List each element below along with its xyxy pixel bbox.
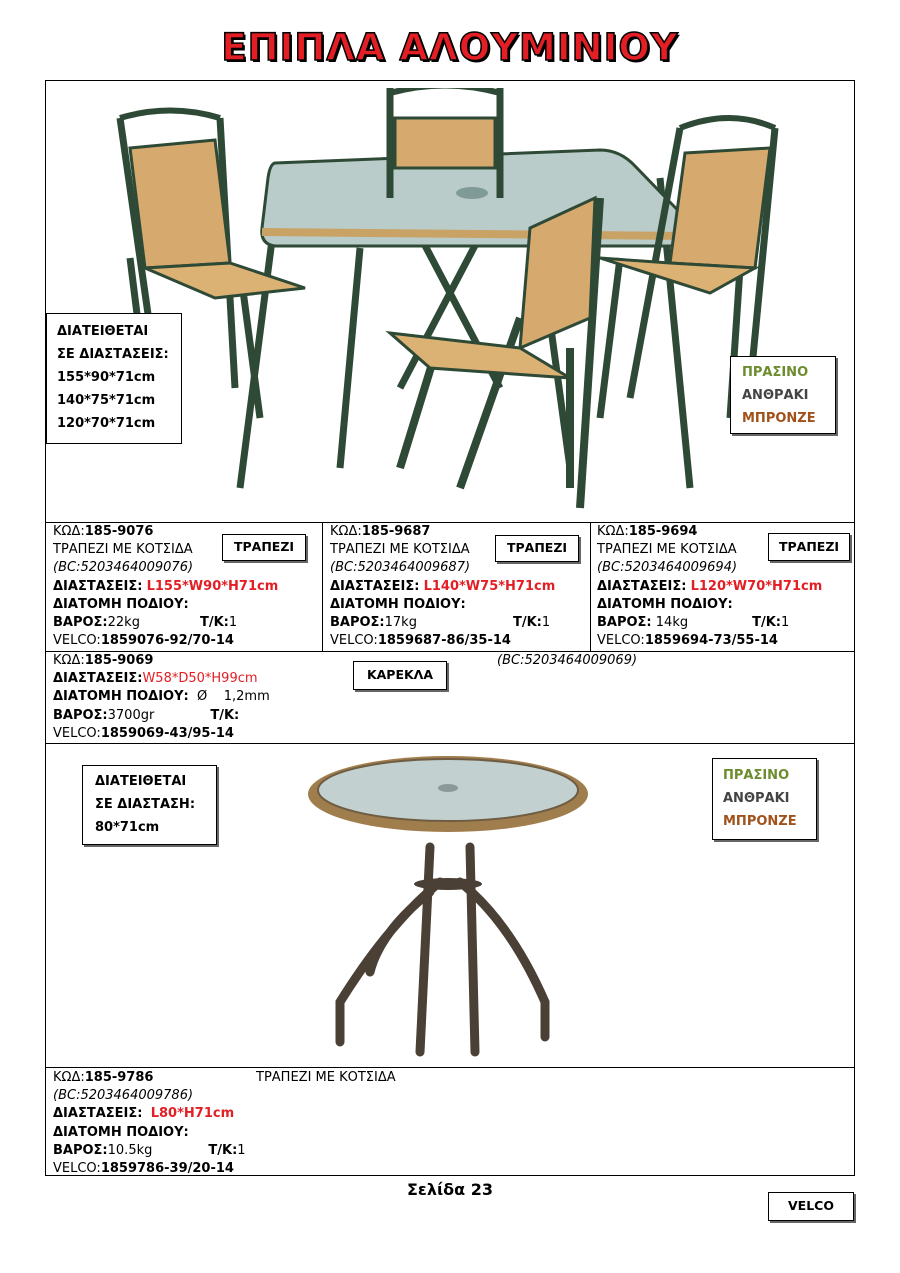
product-code: 185-9076 (84, 524, 154, 539)
product-code: 185-9687 (361, 524, 431, 539)
velco-code: 1859786-39/20-14 (100, 1161, 234, 1177)
barcode: (BC:5203464009069) (497, 653, 638, 668)
color-anthracite: ΑΝΘΡΑΚΙ (742, 388, 809, 403)
weight: 10.5kg (107, 1142, 153, 1158)
size-line1: ΔΙΑΤΕΙΘΕΤΑΙ (95, 774, 187, 789)
table-illustration (240, 150, 696, 488)
product-code: 185-9694 (628, 524, 698, 539)
round-product-info: ΚΩΔ:185-9786 (BC:5203464009786) ΔΙΑΣΤΑΣΕΙΣ: L80*H71cm ΔΙΑΤΟΜΗ ΠΟΔΙΟΥ: ΒΑΡΟΣ:10.5kg Τ/Κ:1 VELCO:1859786-39/20-14 (53, 1070, 246, 1177)
barcode: (BC:5203464009687) (330, 560, 471, 576)
velco-code: 1859076-92/70-14 (100, 633, 234, 649)
product-name: ΤΡΑΠΕΖΙ ΜΕ ΚΟΤΣΙΔΑ (256, 1070, 396, 1085)
category-tag: ΤΡΑΠΕΖΙ (222, 534, 306, 561)
dimensions: L120*W70*H71cm (690, 578, 823, 594)
category-tag: ΤΡΑΠΕΖΙ (495, 535, 579, 562)
color-green: ΠΡΑΣΙΝΟ (723, 768, 790, 783)
sizes-line2: ΣΕ ΔΙΑΣΤΑΣΕΙΣ: (57, 347, 169, 362)
product-code: 185-9069 (84, 653, 154, 668)
divider (46, 743, 854, 744)
product-name: ΤΡΑΠΕΖΙ ΜΕ ΚΟΤΣΙΔΑ (597, 542, 737, 558)
tk: 1 (781, 615, 790, 631)
product-code: 185-9786 (84, 1070, 154, 1085)
product-name: ΤΡΑΠΕΖΙ ΜΕ ΚΟΤΣΙΔΑ (330, 542, 470, 558)
velco-code: 1859687-86/35-14 (377, 633, 511, 649)
barcode: (BC:5203464009694) (597, 560, 738, 576)
weight: 22kg (107, 615, 140, 631)
weight: 17kg (384, 615, 417, 631)
size-option: 155*90*71cm (57, 370, 156, 385)
size-option: 140*75*71cm (57, 393, 156, 408)
color-anthracite: ΑΝΘΡΑΚΙ (723, 791, 790, 806)
dimensions: L80*H71cm (150, 1106, 235, 1122)
weight: 3700gr (107, 707, 155, 723)
color-bronze: ΜΠΡΟΝΖΕ (723, 814, 797, 829)
divider (590, 522, 591, 651)
dimensions: L155*W90*H71cm (146, 578, 279, 594)
dimensions: W58*D50*H99cm (142, 671, 258, 687)
barcode: (BC:5203464009786) (53, 1088, 194, 1104)
product-name: ΤΡΑΠΕΖΙ ΜΕ ΚΟΤΣΙΔΑ (53, 542, 193, 558)
page-title: ΕΠΙΠΛΑ ΑΛΟΥΜΙΝΙΟΥ (221, 26, 679, 69)
divider (322, 522, 323, 651)
velco-code: 1859694-73/55-14 (644, 633, 778, 649)
product-info: ΚΩΔ:185-9076 ΤΡΑΠΕΖΙ ΜΕ ΚΟΤΣΙΔΑ (BC:5203464009076) ΔΙΑΣΤΑΣΕΙΣ: L155*W90*H71cm ΔΙΑΤΟΜΗ ΠΟΔΙΟΥ: ΒΑΡΟΣ:22kg Τ/Κ:1 VELCO:1859076-92/70-14 (53, 524, 279, 649)
dimensions: L140*W75*H71cm (423, 578, 556, 594)
velco-code: 1859069-43/95-14 (100, 725, 234, 741)
tk: 1 (237, 1142, 246, 1158)
color-green: ΠΡΑΣΙΝΟ (742, 365, 809, 380)
chair-info: ΚΩΔ:185-9069 ΔΙΑΣΤΑΣΕΙΣ:W58*D50*H99cm ΔΙΑΤΟΜΗ ΠΟΔΙΟΥ: Ø 1,2mm ΒΑΡΟΣ:3700gr Τ/Κ: VELCO:1859069-43/95-14 (53, 653, 270, 741)
category-tag: ΚΑΡΕΚΛΑ (353, 661, 447, 690)
product-info: ΚΩΔ:185-9687 ΤΡΑΠΕΖΙ ΜΕ ΚΟΤΣΙΔΑ (BC:5203464009687) ΔΙΑΣΤΑΣΕΙΣ: L140*W75*H71cm ΔΙΑΤΟΜΗ ΠΟΔΙΟΥ: ΒΑΡΟΣ:17kg Τ/Κ:1 VELCO:1859687-86/35-14 (330, 524, 556, 649)
size-option: 80*71cm (95, 820, 160, 835)
colors-box (712, 758, 817, 840)
page-number: Σελίδα 23 (406, 1180, 493, 1199)
size-line2: ΣΕ ΔΙΑΣΤΑΣΗ: (95, 797, 196, 812)
brand-label: VELCO (768, 1192, 854, 1221)
color-bronze: ΜΠΡΟΝΖΕ (742, 411, 816, 426)
category-tag: ΤΡΑΠΕΖΙ (768, 533, 850, 561)
tk: 1 (228, 615, 238, 631)
tk: 1 (541, 615, 551, 631)
barcode: (BC:5203464009076) (53, 560, 194, 576)
weight: 14kg (651, 615, 689, 631)
divider (46, 1067, 854, 1068)
product-info: ΚΩΔ:185-9694 ΤΡΑΠΕΖΙ ΜΕ ΚΟΤΣΙΔΑ (BC:5203464009694) ΔΙΑΣΤΑΣΕΙΣ: L120*W70*H71cm ΔΙΑΤΟΜΗ ΠΟΔΙΟΥ: ΒΑΡΟΣ: 14kg Τ/Κ:1 VELCO:1859694-73/55-14 (597, 524, 823, 649)
colors-box (730, 356, 836, 434)
size-option: 120*70*71cm (57, 416, 156, 431)
size-box (82, 765, 217, 845)
dining-set-illustration (100, 88, 800, 518)
sizes-box (46, 313, 182, 444)
sizes-line1: ΔΙΑΤΕΙΘΕΤΑΙ (57, 324, 149, 339)
round-table-illustration (300, 752, 600, 1062)
leg-value: Ø 1,2mm (196, 689, 270, 705)
